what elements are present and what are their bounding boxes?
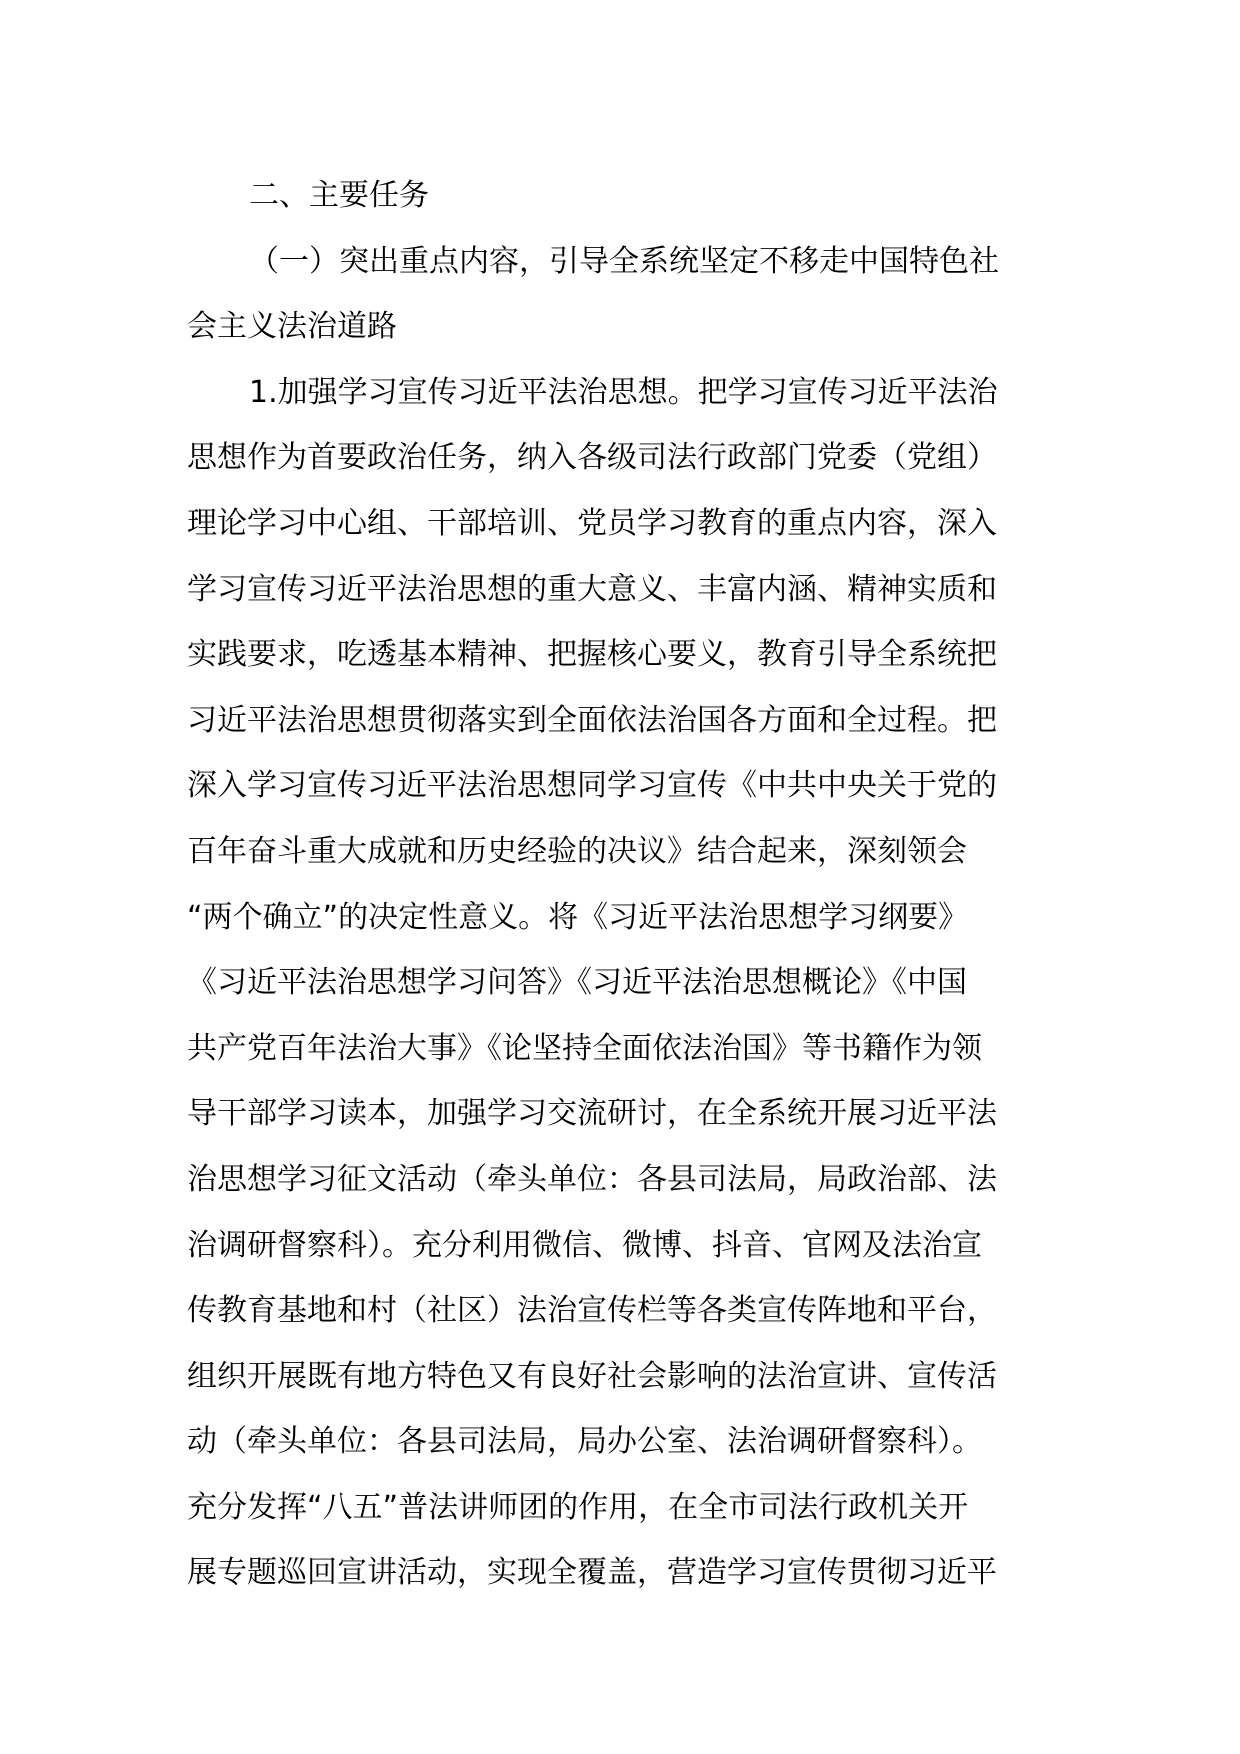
paragraph-line (187, 753, 1067, 819)
text-line: 传教育基地和村（社区）法治宣传栏等各类宣传阵地和平台， (187, 1293, 997, 1329)
paragraph-line (187, 1081, 1067, 1147)
text-line: “两个确立”的决定性意义。将《习近平法治思想学习纲要》 (187, 899, 969, 935)
paragraph-line (187, 557, 1067, 623)
paragraph-line (187, 360, 1067, 426)
text-line: 二、主要任务 (249, 178, 429, 213)
paragraph-line (187, 622, 1067, 688)
paragraph-line (187, 1213, 1067, 1279)
text-line: 百年奋斗重大成就和历史经验的决议》结合起来，深刻领会 (187, 833, 967, 869)
paragraph-line (187, 425, 1067, 491)
text-line: 学习宣传习近平法治思想的重大意义、丰富内涵、精神实质和 (187, 571, 997, 607)
text-line: 1.加强学习宣传习近平法治思想。把学习宣传习近平法治 (249, 374, 998, 410)
paragraph-line (187, 1344, 1067, 1410)
paragraph-line (187, 819, 1067, 885)
text-line: 动（牵头单位：各县司法局，局办公室、法治调研督察科）。 (187, 1424, 982, 1460)
document-body (187, 163, 1067, 1606)
text-line: 会主义法治道路 (187, 309, 397, 345)
text-line: 思想作为首要政治任务，纳入各级司法行政部门党委（党组） (187, 440, 997, 476)
subsection-heading (187, 229, 1067, 295)
text-line: 实践要求，吃透基本精神、把握核心要义，教育引导全系统把 (187, 637, 997, 673)
paragraph-line (187, 1016, 1067, 1082)
text-line: 治调研督察科）。充分利用微信、微博、抖音、官网及法治宣 (187, 1227, 982, 1263)
paragraph-line (187, 1409, 1067, 1475)
text-line: 习近平法治思想贯彻落实到全面依法治国各方面和全过程。把 (187, 702, 997, 738)
text-line: 导干部学习读本，加强学习交流研讨，在全系统开展习近平法 (187, 1096, 997, 1132)
text-line: 展专题巡回宣讲活动，实现全覆盖，营造学习宣传贯彻习近平 (187, 1555, 997, 1591)
text-line: 组织开展既有地方特色又有良好社会影响的法治宣讲、宣传活 (187, 1358, 997, 1394)
paragraph-line (187, 885, 1067, 951)
paragraph-line (187, 688, 1067, 754)
section-heading (187, 163, 1067, 229)
text-line: 共产党百年法治大事》《论坚持全面依法治国》等书籍作为领 (187, 1030, 982, 1066)
paragraph-line (187, 1147, 1067, 1213)
paragraph-line (187, 1475, 1067, 1541)
paragraph-line (187, 950, 1067, 1016)
text-line: 深入学习宣传习近平法治思想同学习宣传《中共中央关于党的 (187, 768, 997, 804)
text-line: 理论学习中心组、干部培训、党员学习教育的重点内容，深入 (187, 505, 997, 541)
paragraph-line (187, 1540, 1067, 1606)
text-line: 治思想学习征文活动（牵头单位：各县司法局，局政治部、法 (187, 1161, 997, 1197)
subsection-heading-cont (187, 294, 1067, 360)
paragraph-line (187, 491, 1067, 557)
paragraph-line (187, 1278, 1067, 1344)
text-line: 充分发挥“八五”普法讲师团的作用，在全市司法行政机关开 (187, 1489, 969, 1525)
text-line: 《习近平法治思想学习问答》《习近平法治思想概论》《中国 (187, 965, 967, 1001)
text-line: （一）突出重点内容，引导全系统坚定不移走中国特色社 (249, 243, 999, 279)
